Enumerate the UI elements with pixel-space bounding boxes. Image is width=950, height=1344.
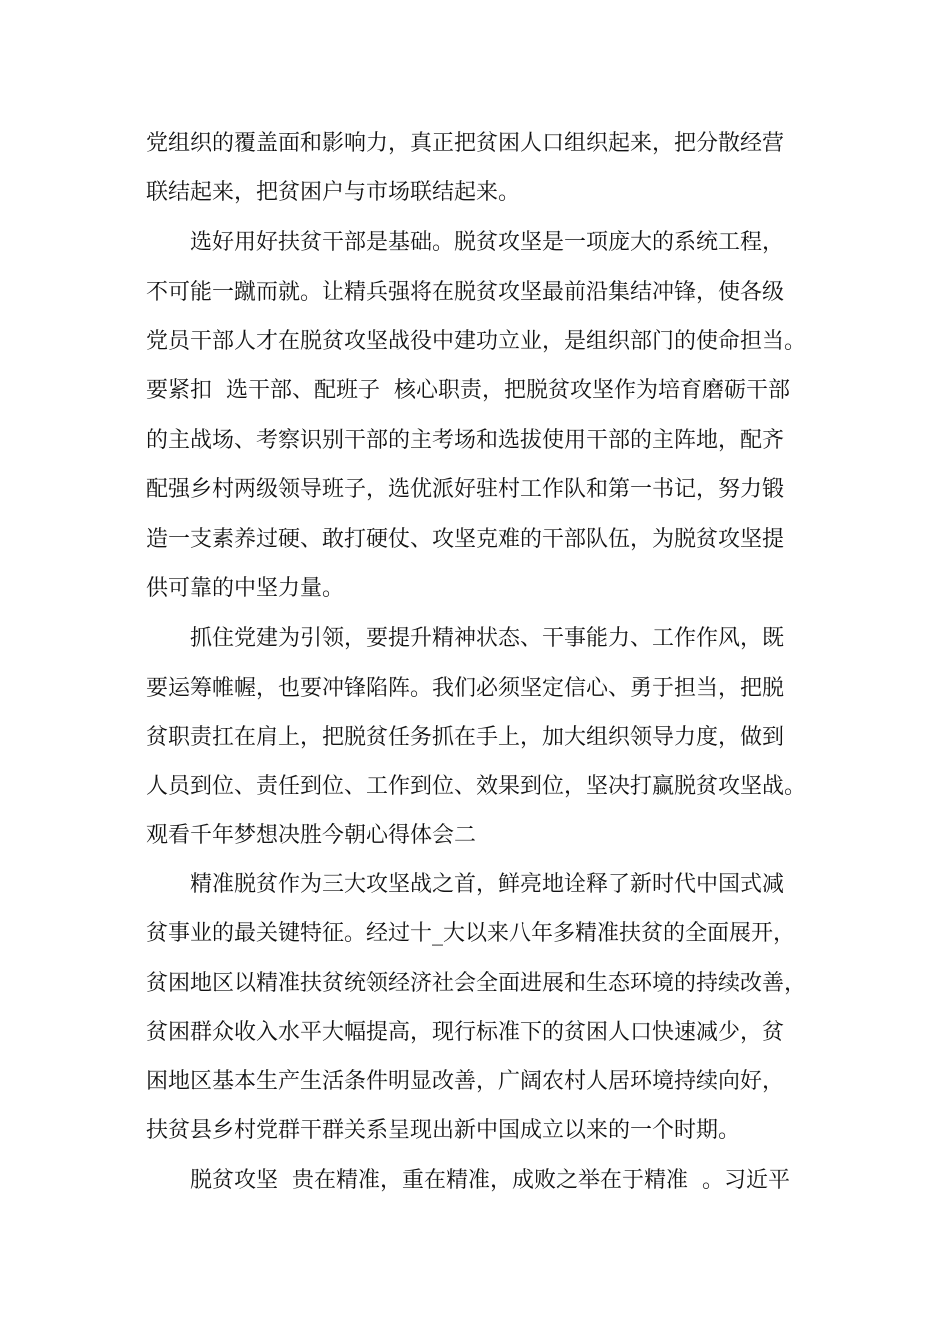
text-line: 贫困地区以精准扶贫统领经济社会全面进展和生态环境的持续改善， [146, 971, 807, 996]
text-line: 供可靠的中坚力量。 [146, 576, 345, 601]
text-line: 联结起来，把贫困户与市场联结起来。 [146, 180, 521, 205]
paragraph-start-line: 脱贫攻坚 贵在精准，重在精准，成败之举在于精准 。习近平 [190, 1168, 790, 1193]
paragraph-start-line: 选好用好扶贫干部是基础。脱贫攻坚是一项庞大的系统工程， [190, 230, 785, 255]
paragraph-start-line: 精准脱贫作为三大攻坚战之首，鲜亮地诠释了新时代中国式减 [190, 872, 785, 897]
text-line: 的主战场、考察识别干部的主考场和选拔使用干部的主阵地，配齐 [146, 428, 785, 453]
paragraph-start-line: 抓住党建为引领，要提升精神状态、干事能力、工作作风，既 [190, 626, 785, 651]
text-line: 贫事业的最关键特征。经过十_大以来八年多精准扶贫的全面展开， [146, 921, 796, 946]
text-line: 不可能一蹴而就。让精兵强将在脱贫攻坚最前沿集结冲锋，使各级 [146, 280, 785, 305]
text-line: 配强乡村两级领导班子，选优派好驻村工作队和第一书记，努力锻 [146, 477, 785, 502]
text-line: 要紧扣 选干部、配班子 核心职责，把脱贫攻坚作为培育磨砺干部 [146, 378, 790, 403]
text-line: 贫困群众收入水平大幅提高，现行标准下的贫困人口快速减少，贫 [146, 1020, 785, 1045]
text-line: 人员到位、责任到位、工作到位、效果到位，坚决打赢脱贫攻坚战。 [146, 774, 807, 799]
text-line: 困地区基本生产生活条件明显改善，广阔农村人居环境持续向好， [146, 1069, 785, 1094]
text-line: 造一支素养过硬、敢打硬仗、攻坚克难的干部队伍，为脱贫攻坚提 [146, 527, 785, 552]
text-line: 扶贫县乡村党群干群关系呈现出新中国成立以来的一个时期。 [146, 1118, 741, 1143]
text-line: 党员干部人才在脱贫攻坚战役中建功立业，是组织部门的使命担当。 [146, 329, 807, 354]
text-line: 党组织的覆盖面和影响力，真正把贫困人口组织起来，把分散经营 [146, 131, 785, 156]
text-line: 贫职责扛在肩上，把脱贫任务抓在手上，加大组织领导力度，做到 [146, 725, 785, 750]
text-line: 要运筹帷幄，也要冲锋陷阵。我们必须坚定信心、勇于担当，把脱 [146, 676, 785, 701]
section-heading: 观看千年梦想决胜今朝心得体会二 [146, 823, 477, 848]
